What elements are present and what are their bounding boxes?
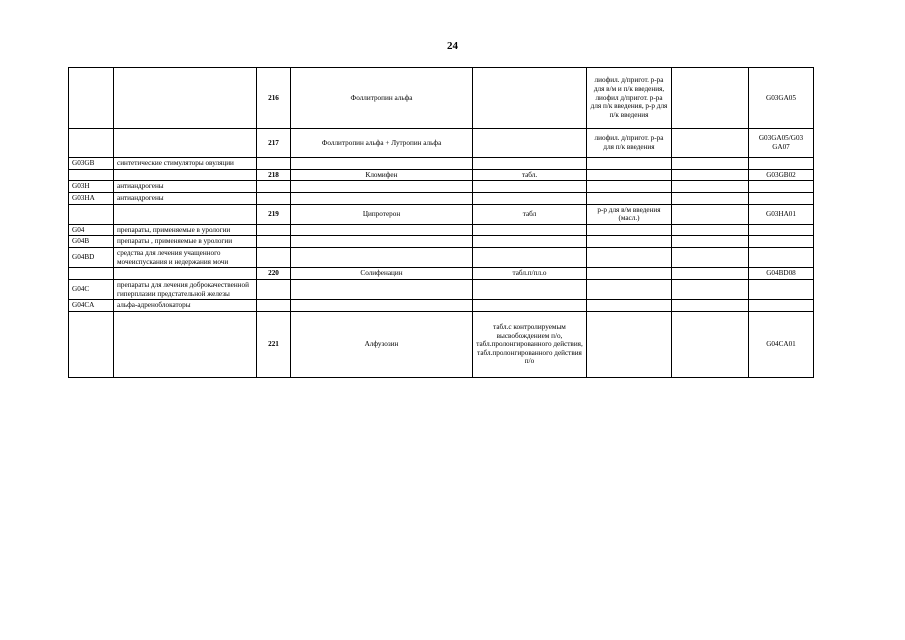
drug-name: [291, 300, 473, 312]
item-number: [257, 236, 291, 248]
drug-name: [291, 181, 473, 193]
atc-group-name: [114, 169, 257, 181]
table-row: [69, 204, 814, 224]
dosage-form-injection: лиофил. д/пригот. р-ра для п/к введения: [587, 129, 672, 158]
atc-group-name: [114, 311, 257, 377]
item-number: [257, 224, 291, 236]
atc-group-code: [69, 68, 114, 129]
atc-group-code: G03H: [69, 181, 114, 193]
dosage-form-oral: табл.с контролируемым высвобождением п/о, табл.пролонгированного действия, табл.пролонгированного действия п/о: [473, 311, 587, 377]
dosage-form-oral: [473, 192, 587, 204]
dosage-form-injection: [587, 280, 672, 300]
dosage-form-injection: [587, 268, 672, 280]
atc-group-code: G03HA: [69, 192, 114, 204]
dosage-form-oral: [473, 181, 587, 193]
dosage-form-injection: [587, 236, 672, 248]
item-number: [257, 181, 291, 193]
dosage-form-injection: [587, 169, 672, 181]
table-row: [69, 68, 814, 129]
atc-group-name: альфа-адреноблокаторы: [114, 300, 257, 312]
item-number: [257, 300, 291, 312]
dosage-form-injection: [587, 158, 672, 170]
extra-cell: [672, 204, 749, 224]
extra-cell: [672, 129, 749, 158]
atc-group-code: G03GB: [69, 158, 114, 170]
item-number: 216: [257, 68, 291, 129]
dosage-form-oral: [473, 300, 587, 312]
atc-group-code: [69, 311, 114, 377]
atc-group-code: [69, 204, 114, 224]
atc-group-name: [114, 204, 257, 224]
extra-cell: [672, 68, 749, 129]
drug-name: Алфузозин: [291, 311, 473, 377]
atc-group-name: препараты , применяемые в урологии: [114, 236, 257, 248]
item-number: [257, 158, 291, 170]
extra-cell: [672, 158, 749, 170]
dosage-form-oral: [473, 248, 587, 268]
atc-group-name: антиандрогены: [114, 192, 257, 204]
atc-group-name: антиандрогены: [114, 181, 257, 193]
atc-code: G04BD08: [749, 268, 814, 280]
table-row: [69, 268, 814, 280]
item-number: [257, 280, 291, 300]
drug-name: [291, 158, 473, 170]
dosage-form-injection: [587, 311, 672, 377]
dosage-form-oral: [473, 158, 587, 170]
extra-cell: [672, 169, 749, 181]
table-row: [69, 158, 814, 170]
table-row: [69, 280, 814, 300]
atc-code: G04CA01: [749, 311, 814, 377]
atc-code: [749, 192, 814, 204]
atc-group-code: G04CA: [69, 300, 114, 312]
atc-code: G03GA05: [749, 68, 814, 129]
dosage-form-oral: [473, 224, 587, 236]
atc-group-name: средства для лечения учащенного мочеиспускания и недержания мочи: [114, 248, 257, 268]
atc-code: [749, 248, 814, 268]
dosage-form-oral: табл: [473, 204, 587, 224]
table-row: [69, 236, 814, 248]
atc-group-name: препараты, применяемые в урологии: [114, 224, 257, 236]
dosage-form-oral: [473, 236, 587, 248]
dosage-form-oral: табл.: [473, 169, 587, 181]
drug-name: [291, 224, 473, 236]
drug-name: [291, 192, 473, 204]
table-row: [69, 169, 814, 181]
atc-code: [749, 181, 814, 193]
atc-group-code: G04: [69, 224, 114, 236]
atc-code: [749, 158, 814, 170]
dosage-form-injection: [587, 224, 672, 236]
atc-group-code: [69, 169, 114, 181]
item-number: [257, 192, 291, 204]
drug-name: [291, 248, 473, 268]
dosage-form-injection: [587, 248, 672, 268]
extra-cell: [672, 280, 749, 300]
dosage-form-injection: лиофил. д/пригот. р-ра для в/м и п/к введения, лиофил д/пригот. р-ра для п/к введения, р-р для п/к введения: [587, 68, 672, 129]
atc-code: G03GB02: [749, 169, 814, 181]
atc-group-code: G04C: [69, 280, 114, 300]
atc-group-code: [69, 129, 114, 158]
dosage-form-oral: [473, 129, 587, 158]
dosage-form-injection: р-р для в/м введения (масл.): [587, 204, 672, 224]
atc-group-name: [114, 129, 257, 158]
table-row: [69, 311, 814, 377]
drug-name: Фоллитропин альфа + Лутропин альфа: [291, 129, 473, 158]
extra-cell: [672, 181, 749, 193]
dosage-form-oral: [473, 280, 587, 300]
atc-code: G03GA05/G03 GA07: [749, 129, 814, 158]
atc-code: G03HA01: [749, 204, 814, 224]
item-number: 220: [257, 268, 291, 280]
extra-cell: [672, 236, 749, 248]
item-number: 218: [257, 169, 291, 181]
dosage-form-oral: [473, 68, 587, 129]
drug-table: [68, 67, 814, 378]
table-row: [69, 300, 814, 312]
extra-cell: [672, 224, 749, 236]
atc-group-code: G04BD: [69, 248, 114, 268]
atc-group-name: препараты для лечения доброкачественной гиперплазии предстательной железы: [114, 280, 257, 300]
table-row: [69, 181, 814, 193]
table-row: [69, 224, 814, 236]
extra-cell: [672, 248, 749, 268]
extra-cell: [672, 192, 749, 204]
atc-code: [749, 236, 814, 248]
extra-cell: [672, 300, 749, 312]
atc-group-name: [114, 268, 257, 280]
atc-group-code: [69, 268, 114, 280]
drug-name: [291, 236, 473, 248]
item-number: 219: [257, 204, 291, 224]
atc-group-name: [114, 68, 257, 129]
atc-group-code: G04B: [69, 236, 114, 248]
dosage-form-injection: [587, 181, 672, 193]
dosage-form-oral: табл.п/пл.о: [473, 268, 587, 280]
item-number: 217: [257, 129, 291, 158]
item-number: 221: [257, 311, 291, 377]
extra-cell: [672, 311, 749, 377]
dosage-form-injection: [587, 192, 672, 204]
drug-name: Ципротерон: [291, 204, 473, 224]
atc-code: [749, 300, 814, 312]
drug-name: [291, 280, 473, 300]
atc-code: [749, 280, 814, 300]
extra-cell: [672, 268, 749, 280]
table-row: [69, 192, 814, 204]
item-number: [257, 248, 291, 268]
page-number: 24: [447, 40, 458, 52]
dosage-form-injection: [587, 300, 672, 312]
table-row: [69, 129, 814, 158]
atc-code: [749, 224, 814, 236]
drug-name: Солифенацин: [291, 268, 473, 280]
drug-name: Кломифен: [291, 169, 473, 181]
table-row: [69, 248, 814, 268]
atc-group-name: синтетические стимуляторы овуляции: [114, 158, 257, 170]
drug-name: Фоллитропин альфа: [291, 68, 473, 129]
